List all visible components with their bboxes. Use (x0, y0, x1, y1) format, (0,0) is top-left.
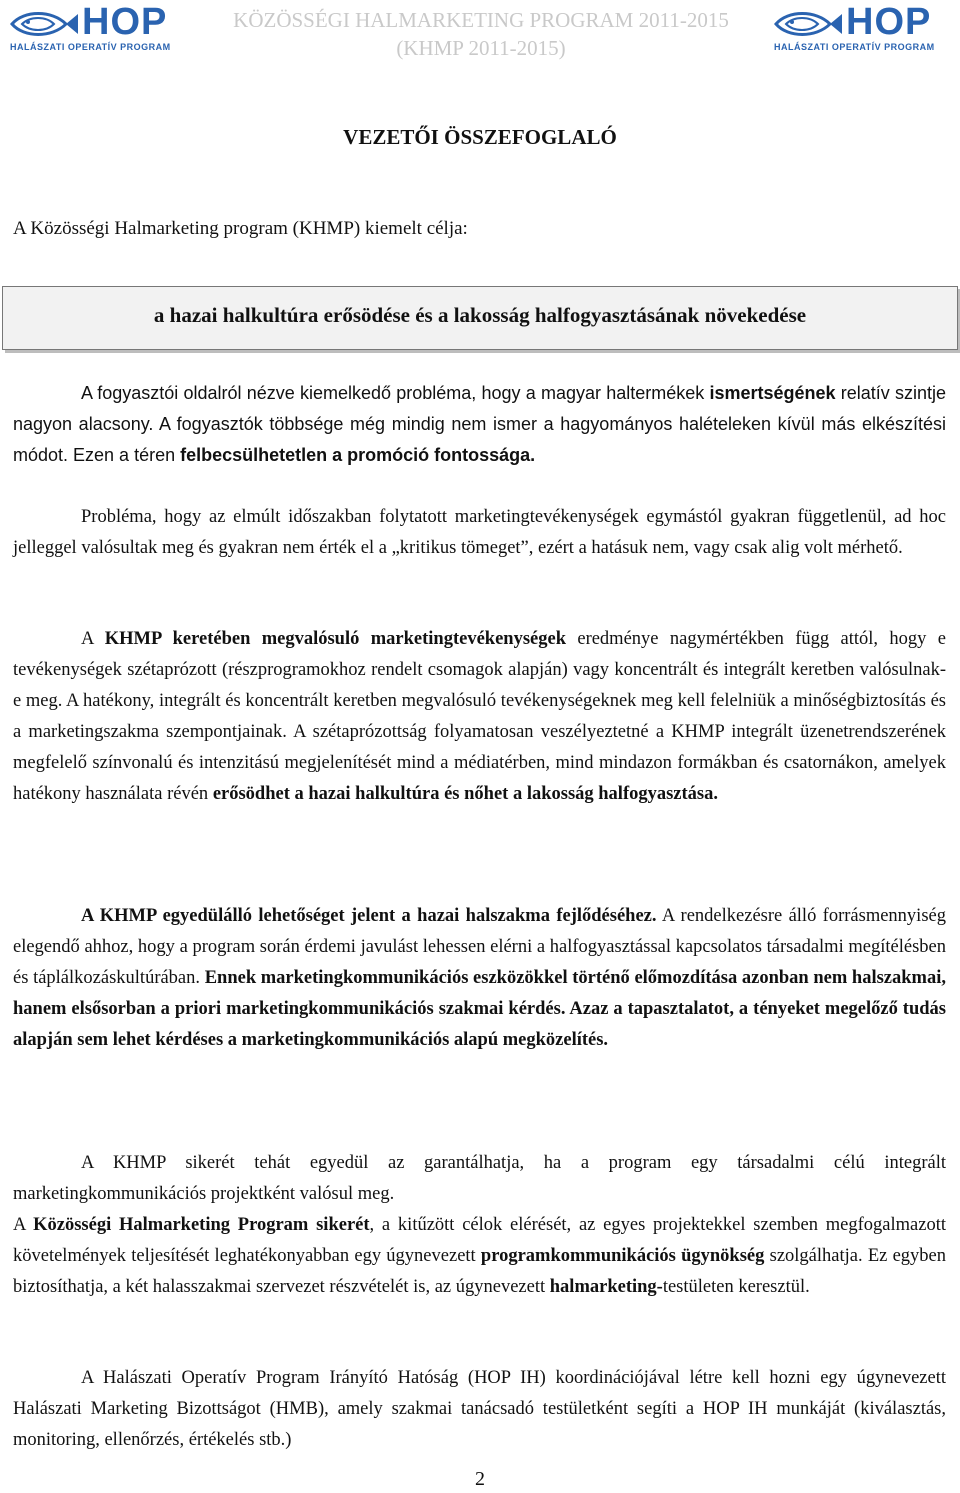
p1-bold2: felbecsülhetetlen a promóció fontossága. (180, 445, 536, 465)
fish-icon (8, 6, 80, 42)
logo-brand: HOP (846, 1, 932, 43)
p4-text1: A rendelkezésre álló forrásmennyiség elegendő ahhoz, hogy a program során érdemi javulást lehessen elérni a halfogyasztással kapcsolatos társadalmi megítélésben és táplálkozáskultúrában. (13, 906, 946, 988)
p1-text2: relatív szintje nagyon alacsony. A fogyasztók többsége még mindig nem ismer a hagyományos halételeken kívül más elkészítési módot. Ezen a téren (13, 383, 946, 465)
goal-box (2, 286, 958, 350)
logo-subtitle: HALÁSZATI OPERATÍV PROGRAM (10, 42, 171, 52)
p6-text1: A (13, 1215, 34, 1235)
p4-bold1: A KHMP egyedülálló lehetőséget jelent a hazai halszakma fejlődéséhez. (81, 906, 657, 926)
logo-subtitle: HALÁSZATI OPERATÍV PROGRAM (774, 42, 935, 52)
intro-text: A Közösségi Halmarketing program (KHMP) kiemelt célja: (13, 218, 468, 239)
p4-bold2: Ennek marketingkommunikációs eszközökkel történő előmozdítása azonban nem halszakmai, hanem elsősorban a priori marketingkommunikációs szakmai kérdés. Azaz a tapasztalatot, a tényeket megelőző tudás alapján sem lehet kérdéses a marketingkommunikációs alapú megközelítés. (13, 968, 946, 1050)
p3-text1: A (81, 629, 105, 649)
paragraph-opportunity (13, 901, 946, 1056)
p1-bold1: ismertségének (709, 383, 836, 403)
paragraph-success: A KHMP sikerét tehát egyedül az garantálhatja, ha a program egy társadalmi célú integrált marketingkommunikációs projektként valósul meg. (13, 1153, 946, 1204)
p6-bold2: programkommunikációs ügynökség (480, 1246, 765, 1266)
paragraph-committee: A Halászati Operatív Program Irányító Hatóság (HOP IH) koordinációjával létre kell hozni egy úgynevezett Halászati Marketing Bizottságot (HMB), amely szakmai tanácsadó testületként segíti a HOP IH munkáját (kiválasztás, monitoring, ellenőrzés, értékelés stb.) (13, 1368, 946, 1450)
p3-bold1: KHMP keretében megvalósuló marketingtevékenységek (104, 629, 566, 649)
p6-bold3: halmarketing- (549, 1277, 663, 1297)
p6-text3: szolgálhatja. Ez egyben biztosíthatja, a két halasszakmai szervezet részvételét is, az úgynevezett (13, 1246, 946, 1297)
p3-text2: eredménye nagymértékben függ attól, hogy e tevékenységek szétaprózott (részprogramokhoz rendelt csomagok alapján) vagy koncentrált és integrált keretben valósulnak-e meg. A hatékony, integrált és koncentrált keretben megvalósuló tevékenységeknek meg kell felelniük a minőségbiztosítás és a marketingszakma szempontjainak. A szétaprózottság folyamatosan veszélyeztetné a KHMP integrált üzenetrendszerének megfelelő színvonalú és intenzitású megjelenítését mind a médiatérben, mind mindazon formákban és csatornákon, amelyek hatékony használata révén (13, 629, 947, 804)
paragraph-problem-history: Probléma, hogy az elmúlt időszakban folytatott marketingtevékenységek egymástól gyakran függetlenül, ad hoc jelleggel valósultak meg és gyakran nem érték el a „kritikus tömeget”, ezért a hatásuk nem, vagy csak alig volt mérhető. (13, 507, 946, 558)
hop-logo-left (8, 1, 193, 56)
p1-text1: A fogyasztói oldalról nézve kiemelkedő probléma, hogy a magyar haltermékek (81, 383, 710, 403)
paragraph-problem (13, 378, 946, 471)
fish-icon (772, 6, 844, 42)
page-number: 2 (475, 1468, 485, 1490)
p6-bold1: Közösségi Halmarketing Program sikerét (33, 1215, 370, 1235)
header-title-line2: (KHMP 2011-2015) (396, 36, 566, 60)
header-title-line1: KÖZÖSSÉGI HALMARKETING PROGRAM 2011-2015 (233, 8, 729, 32)
hop-logo-right (772, 1, 957, 56)
p3-bold2: erősödhet a hazai halkultúra és nőhet a lakosság halfogyasztása. (212, 784, 719, 804)
page-header (0, 0, 960, 72)
p6-text4: testületen keresztül. (662, 1277, 810, 1297)
section-heading: VEZETŐI ÖSSZEFOGLALÓ (343, 125, 617, 149)
logo-brand: HOP (82, 1, 168, 43)
p6-text2: , a kitűzött célok elérését, az egyes projektekkel szemben megfogalmazott követelmények teljesítését leghatékonyabban egy úgynevezett (13, 1215, 946, 1266)
paragraph-agency (13, 1210, 946, 1303)
paragraph-khmp-activities (13, 624, 946, 810)
header-title (196, 6, 766, 62)
goal-text: a hazai halkultúra erősödése és a lakosság halfogyasztásának növekedése (153, 303, 807, 327)
